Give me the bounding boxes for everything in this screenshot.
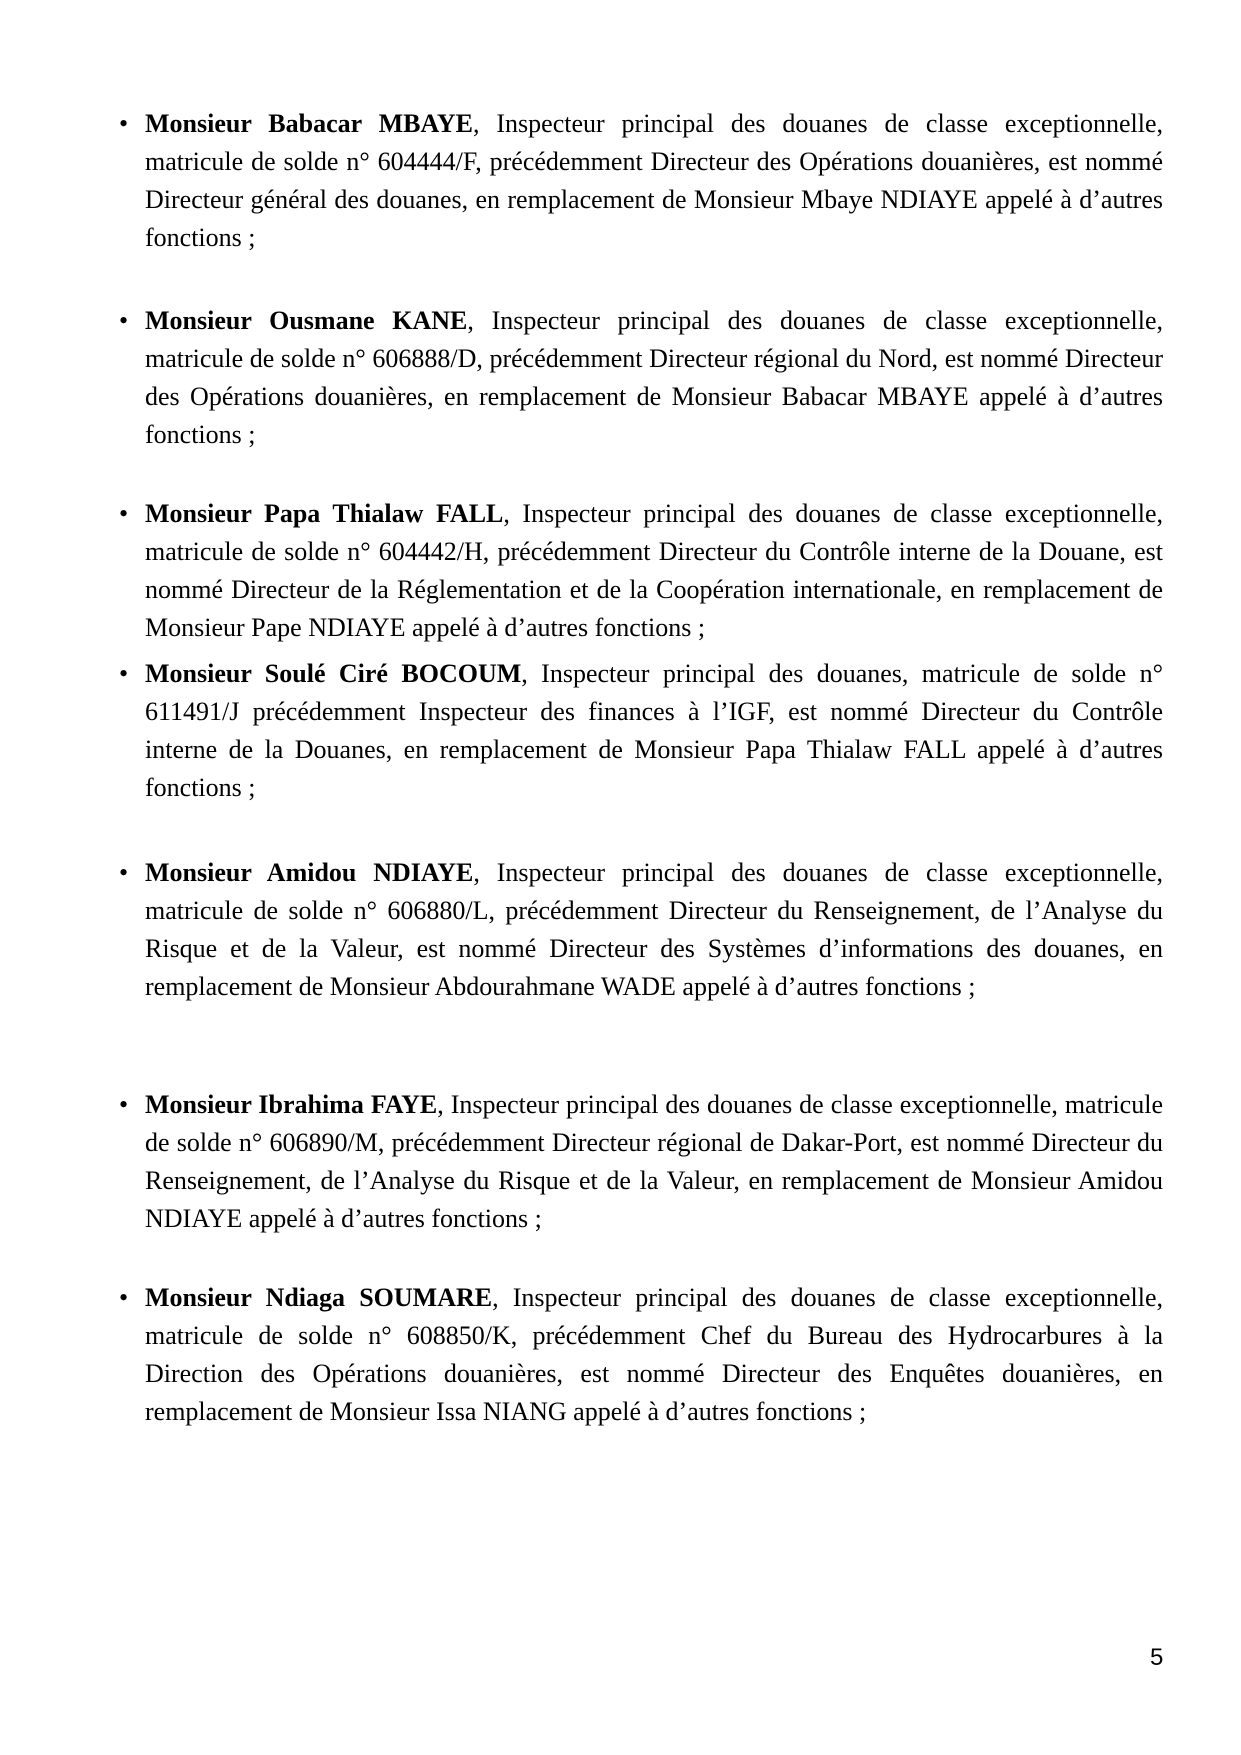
bullet-icon: • — [119, 109, 129, 138]
bullet-icon: • — [119, 1090, 129, 1119]
list-item — [118, 105, 1163, 257]
appointment-text: , Inspecteur principal des douanes, matricule de solde n° 611491/J précédemment Inspecteur des finances à l’IGF, est nommé Directeur du Contrôle interne de la Douanes, en remplacement de Monsieur Papa Thialaw FALL appelé à d’autres fonctions ; — [145, 659, 1163, 802]
person-name: Monsieur Ibrahima FAYE — [145, 1090, 438, 1119]
page-number: 5 — [1150, 1644, 1164, 1671]
list-item — [118, 1279, 1163, 1431]
person-name: Monsieur Soulé Ciré BOCOUM — [145, 659, 522, 688]
appointment-text: , Inspecteur principal des douanes de classe exceptionnelle, matricule de solde n° 604444/F, précédemment Directeur des Opérations douanières, est nommé Directeur général des douanes, en remplacement de Monsieur Mbaye NDIAYE appelé à d’autres fonctions ; — [145, 109, 1163, 252]
list-item — [118, 854, 1163, 1006]
bullet-icon: • — [119, 306, 129, 335]
appointment-text: , Inspecteur principal des douanes de classe exceptionnelle, matricule de solde n° 606890/M, précédemment Directeur régional de Dakar-Port, est nommé Directeur du Renseignement, de l’Analyse du Risque et de la Valeur, en remplacement de Monsieur Amidou NDIAYE appelé à d’autres fonctions ; — [145, 1090, 1163, 1233]
appointment-text: , Inspecteur principal des douanes de classe exceptionnelle, matricule de solde n° 606880/L, précédemment Directeur du Renseignement, de l’Analyse du Risque et de la Valeur, est nommé Directeur des Systèmes d’informations des douanes, en remplacement de Monsieur Abdourahmane WADE appelé à d’autres fonctions ; — [145, 858, 1163, 1001]
list-item — [118, 495, 1163, 647]
person-name: Monsieur Amidou NDIAYE — [145, 858, 474, 887]
bullet-icon: • — [119, 858, 129, 887]
appointment-text: , Inspecteur principal des douanes de classe exceptionnelle, matricule de solde n° 604442/H, précédemment Directeur du Contrôle interne de la Douane, est nommé Directeur de la Réglementation et de la Coopération internationale, en remplacement de Monsieur Pape NDIAYE appelé à d’autres fonctions ; — [145, 499, 1163, 642]
person-name: Monsieur Ndiaga SOUMARE — [145, 1283, 493, 1312]
person-name: Monsieur Papa Thialaw FALL — [145, 499, 504, 528]
person-name: Monsieur Ousmane KANE — [145, 306, 468, 335]
bullet-icon: • — [119, 659, 129, 688]
appointment-text: , Inspecteur principal des douanes de classe exceptionnelle, matricule de solde n° 608850/K, précédemment Chef du Bureau des Hydrocarbures à la Direction des Opérations douanières, est nommé Directeur des Enquêtes douanières, en remplacement de Monsieur Issa NIANG appelé à d’autres fonctions ; — [145, 1283, 1163, 1426]
list-item — [118, 302, 1163, 454]
appointment-text: , Inspecteur principal des douanes de classe exceptionnelle, matricule de solde n° 606888/D, précédemment Directeur régional du Nord, est nommé Directeur des Opérations douanières, en remplacement de Monsieur Babacar MBAYE appelé à d’autres fonctions ; — [145, 306, 1163, 449]
list-item — [118, 1086, 1163, 1238]
list-item — [118, 655, 1163, 807]
bullet-icon: • — [119, 1283, 129, 1312]
person-name: Monsieur Babacar MBAYE — [145, 109, 473, 138]
bullet-icon: • — [119, 499, 129, 528]
